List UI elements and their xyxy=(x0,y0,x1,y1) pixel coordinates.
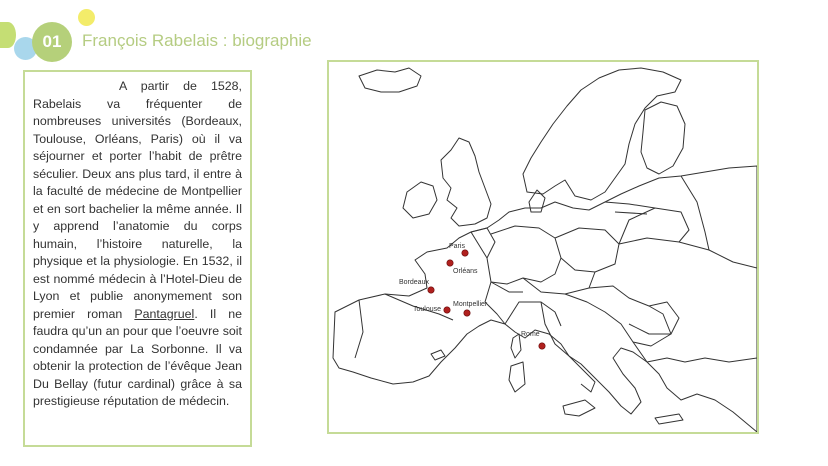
border-spain-portugal xyxy=(355,300,363,358)
border-czech-austria xyxy=(523,272,595,294)
ireland-outline xyxy=(403,182,437,218)
border-france-east xyxy=(471,232,505,324)
iceland-outline xyxy=(359,68,421,92)
border-hungary-romania xyxy=(589,286,679,334)
biography-text-box xyxy=(23,70,252,447)
city-markers xyxy=(399,243,545,349)
europe-map xyxy=(327,60,759,434)
great-britain-outline xyxy=(441,138,491,226)
italy-boot xyxy=(541,302,595,392)
city-label-paris: Paris xyxy=(449,243,465,250)
city-marker-toulouse xyxy=(444,307,450,313)
city-marker-paris xyxy=(462,250,468,256)
biography-text-part2: . Il ne faudra qu’un an pour que l’oeuvre soit condamnée par La Sorbonne. Il va obtenir la protection de l’évêque Jean Du Bellay (futur cardinal) grâce à sa prestigieuse réputation de médecin. xyxy=(33,306,242,408)
border-germany xyxy=(491,226,561,284)
city-marker-montpellier xyxy=(464,310,470,316)
city-label-bordeaux: Bordeaux xyxy=(399,279,429,286)
border-baltics xyxy=(605,202,655,214)
border-ukraine xyxy=(619,238,757,268)
sardinia-outline xyxy=(509,362,525,392)
city-marker-rome xyxy=(539,343,545,349)
city-label-rome: Rome xyxy=(521,331,540,338)
city-label-montpellier: Montpellier xyxy=(453,301,488,308)
balearic-outline xyxy=(431,350,445,360)
biography-text-part1: A partir de 1528, Rabelais va fréquenter de nombreuses universités (Bordeaux, Toulouse, Orléans, Paris) où il va séjourner et porter l’habit de prêtre séculier. Deux ans plus tard, il entre à la faculté de médecine de Montpellier et en sort bachelier la même année. Il y apprend l’anatomie du corps humain, l’histoire naturelle, la physique et la physiologie. En 1532, il est nommé médecin à l’Hotel-Dieu de Lyon et publie anonymement son premier roman xyxy=(33,79,242,321)
city-label-toulouse: Toulouse xyxy=(413,306,442,313)
border-greece-turkey xyxy=(647,358,757,362)
border-italy-north xyxy=(505,302,561,326)
finland-outline xyxy=(641,102,685,174)
europe-map-drawing xyxy=(329,62,757,432)
crete-outline xyxy=(655,414,683,424)
sicily-outline xyxy=(563,400,595,416)
city-marker-bordeaux xyxy=(428,287,434,293)
city-label-orleans: Orléans xyxy=(453,268,478,275)
border-balkans xyxy=(565,294,647,362)
border-russia xyxy=(681,176,709,250)
decor-yellow-circle xyxy=(78,9,95,26)
pantagruel-title: Pantagruel xyxy=(134,306,195,321)
border-belgium-netherlands xyxy=(471,228,495,258)
scandinavia-outline xyxy=(523,68,681,200)
section-number: 01 xyxy=(42,32,62,51)
border-moldova-bulgaria xyxy=(633,306,671,346)
border-poland xyxy=(555,228,619,272)
corsica-outline xyxy=(511,334,521,358)
page-title: François Rabelais : biographie xyxy=(82,31,312,50)
biography-paragraph xyxy=(33,78,242,411)
city-marker-orleans xyxy=(447,260,453,266)
